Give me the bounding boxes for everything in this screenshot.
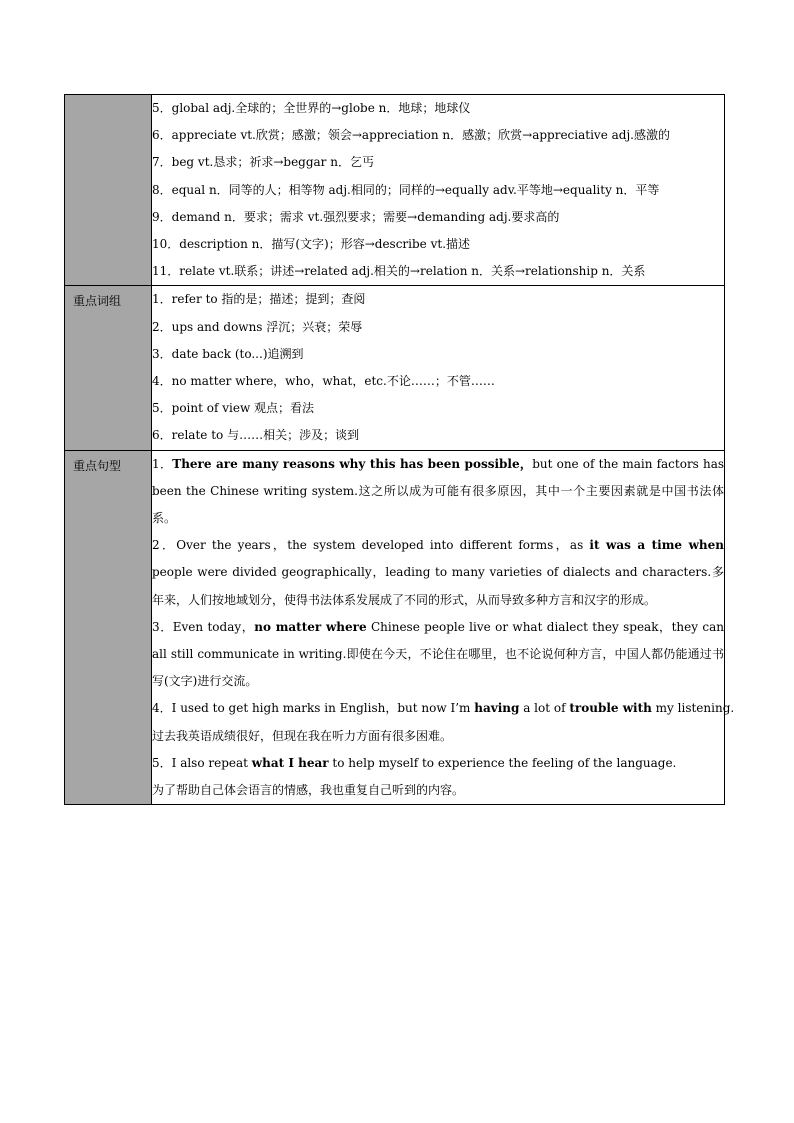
sentence-text: my listening. [651, 701, 735, 716]
sentence-text: 5．I also repeat [152, 755, 252, 770]
sentence-item [152, 614, 724, 696]
study-table [64, 94, 735, 805]
vocab-item: 8．equal n．同等的人；相等物 adj.相同的；同样的→equally adv.平等地→equality n．平等 [152, 182, 660, 197]
sentence-text: people were divided geographically，leading to many varieties of dialects and characters.多年来，人们按地域划分，使得书法体系发展成了不同的形式，从而导致多种方言和汉字的形成。 [152, 565, 724, 607]
vocab-label-cell [65, 95, 152, 286]
phrases-label: 重点词组 [73, 294, 122, 309]
sentence-text: a lot of [519, 701, 570, 716]
phrase-item: 4．no matter where，who，what，etc.不论……；不管…… [152, 374, 495, 389]
sentence-key-pattern: having [474, 701, 520, 716]
phrases-row [65, 286, 725, 450]
sentences-row [65, 450, 725, 805]
vocab-item: 6．appreciate vt.欣赏；感激；领会→appreciation n．感激；欣赏→appreciative adj.感激的 [152, 128, 670, 143]
phrase-item: 2．ups and downs 浮沉；兴衰；荣辱 [152, 319, 363, 334]
sentence-key-pattern: no matter where [254, 619, 367, 634]
vocab-item: 5．global adj.全球的；全世界的→globe n．地球；地球仪 [152, 101, 471, 115]
sentence-item [152, 451, 724, 533]
sentence-text: 3．Even today， [152, 619, 255, 634]
phrase-item: 1．refer to 指的是；描述；提到；查阅 [152, 292, 366, 307]
vocab-row [65, 95, 725, 286]
sentence-key-pattern: trouble with [569, 701, 652, 716]
sentence-text: to help myself to experience the feeling of the language. [328, 755, 677, 770]
sentence-text: 2．Over the years，the system developed into different forms，as [152, 538, 590, 553]
sentence-text: Chinese people live or what dialect they speak，they can all still communicate in writing.即使在今天，不论住在哪里，也不论说何种方言，中国人都仍能通过书写(文字)进行交流。 [152, 619, 724, 689]
phrases-label-cell [65, 286, 152, 450]
vocab-content-cell [152, 95, 725, 286]
vocab-item: 11．relate vt.联系；讲述→related adj.相关的→relation n．关系→relationship n．关系 [152, 264, 646, 279]
sentences-content-cell [152, 450, 735, 805]
phrase-item: 3．date back (to...)追溯到 [152, 346, 304, 361]
sentence-key-pattern: it was a time when [589, 538, 724, 553]
sentence-item [152, 532, 724, 614]
vocab-item: 9．demand n．要求；需求 vt.强烈要求；需要→demanding adj.要求高的 [152, 209, 560, 224]
sentence-key-pattern: There are many reasons why this has been possible， [172, 456, 533, 471]
sentence-translation: 过去我英语成绩很好，但现在我在听力方面有很多困难。 [152, 728, 453, 743]
phrase-item: 6．relate to 与……相关；涉及；谈到 [152, 428, 360, 443]
sentence-key-pattern: what I hear [251, 755, 329, 770]
vocab-item: 10．description n．描写(文字)；形容→describe vt.描述 [152, 237, 471, 252]
sentences-label-cell [65, 450, 152, 805]
sentence-item [152, 695, 735, 722]
sentence-translation: 为了帮助自己体会语言的情感，我也重复自己听到的内容。 [152, 783, 465, 798]
sentence-item [152, 750, 724, 777]
sentence-text: but one of the main factors has been the Chinese writing system.这之所以成为可能有很多原因，其中一个主要因素就是中国书法体系。 [152, 456, 724, 526]
vocab-item: 7．beg vt.恳求；祈求→beggar n．乞丐 [152, 155, 374, 170]
sentence-text: 1． [152, 456, 173, 471]
phrase-item: 5．point of view 观点；看法 [152, 401, 315, 416]
phrases-content-cell [152, 286, 725, 450]
sentence-text: 4．I used to get high marks in English，but now I’m [152, 701, 475, 716]
sentences-label: 重点句型 [73, 458, 122, 473]
